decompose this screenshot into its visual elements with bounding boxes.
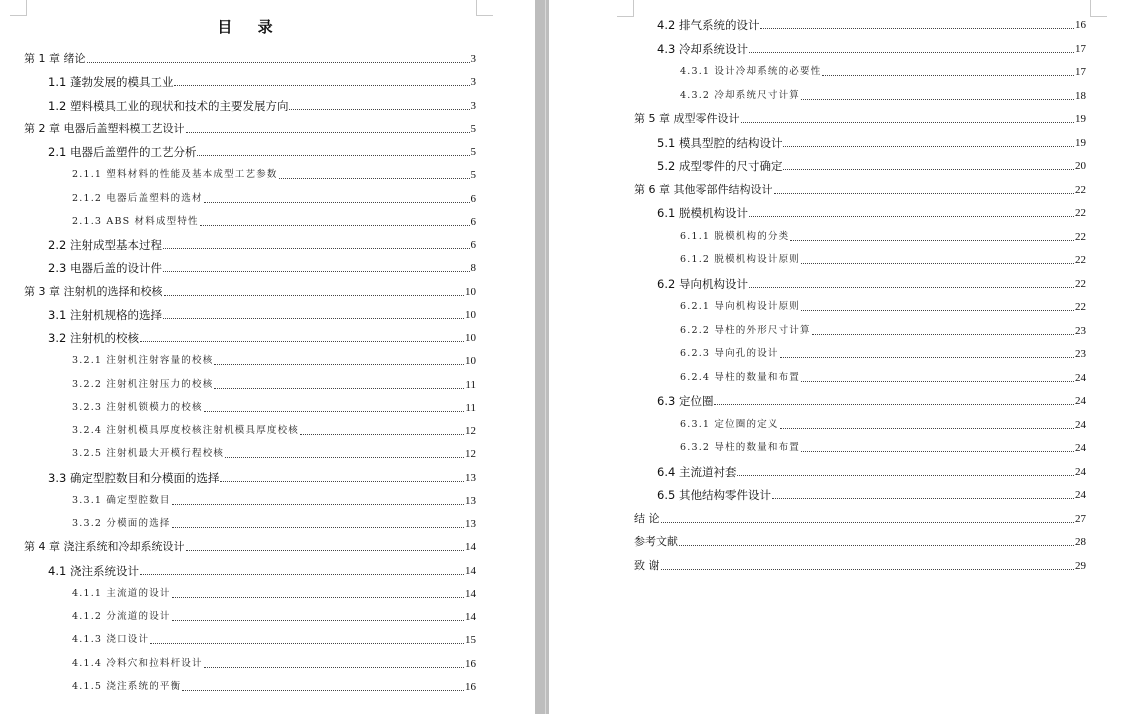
crop-mark [476, 0, 493, 16]
toc-entry[interactable] [657, 158, 1086, 173]
toc-entry-page: 24 [1075, 489, 1086, 501]
toc-entry-title: 3.2.2 注射机注射压力的校核 [72, 378, 214, 390]
toc-entry[interactable] [680, 64, 1086, 79]
toc-entry-page: 24 [1075, 418, 1086, 431]
toc-entry-page: 17 [1075, 66, 1086, 78]
toc-entry-title: 第 6 章 其他零部件结构设计 [634, 182, 773, 196]
toc-entry-title: 6.2 导向机构设计 [657, 276, 748, 291]
toc-entry-page: 24 [1075, 395, 1086, 407]
toc-leader-dots [174, 85, 469, 86]
toc-entry[interactable] [72, 400, 476, 415]
toc-leader-dots [760, 28, 1074, 29]
toc-entry-page: 5 [470, 146, 476, 158]
toc-entry[interactable] [48, 260, 476, 275]
toc-entry[interactable] [24, 284, 476, 299]
toc-entry-page: 11 [465, 401, 476, 414]
toc-leader-dots [214, 364, 464, 365]
toc-entry[interactable] [657, 464, 1086, 479]
toc-entry-title: 6.2.2 导柱的外形尺寸计算 [680, 324, 811, 336]
toc-entry-title: 4.1.2 分流道的设计 [72, 611, 171, 622]
toc-leader-dots [163, 248, 470, 249]
toc-entry-title: 结 论 [634, 511, 660, 525]
toc-leader-dots [783, 169, 1074, 170]
toc-leader-dots [204, 667, 464, 668]
toc-leader-dots [822, 75, 1074, 76]
toc-entry[interactable] [72, 679, 476, 694]
toc-leader-dots [87, 62, 470, 63]
page-right [549, 0, 1124, 714]
toc-entry-title: 4.1.3 浇口设计 [72, 634, 150, 646]
toc-leader-dots [661, 522, 1075, 523]
toc-entry-title: 2.2 注射成型基本过程 [48, 238, 162, 252]
toc-entry-page: 16 [1075, 19, 1086, 31]
toc-leader-dots [801, 310, 1074, 311]
toc-entry-page: 6 [470, 239, 476, 251]
toc-leader-dots [679, 545, 1074, 546]
toc-entry-title: 参考文献 [634, 535, 678, 548]
toc-entry-title: 1.1 蓬勃发展的模具工业 [48, 75, 174, 90]
toc-leader-dots [140, 574, 464, 575]
toc-entry[interactable] [657, 205, 1086, 220]
toc-entry-page: 13 [465, 471, 476, 484]
toc-entry-title: 4.1.5 浇注系统的平衡 [72, 680, 182, 692]
toc-entry-page: 3 [470, 76, 476, 89]
toc-entry[interactable] [72, 493, 476, 508]
toc-leader-dots [197, 155, 469, 156]
toc-entry[interactable] [72, 423, 476, 438]
toc-entry-page: 10 [465, 332, 476, 344]
toc-leader-dots [186, 550, 465, 551]
toc-entry-title: 5.2 成型零件的尺寸确定 [657, 159, 783, 173]
toc-leader-dots [661, 569, 1075, 570]
page-gutter [535, 0, 549, 714]
toc-entry-page: 22 [1075, 230, 1086, 243]
toc-entry[interactable] [72, 377, 476, 392]
toc-leader-dots [741, 122, 1075, 123]
toc-entry[interactable] [634, 182, 1086, 197]
toc-leader-dots [780, 428, 1074, 429]
toc-entry[interactable] [48, 563, 476, 578]
toc-entry-title: 4.3 冷却系统设计 [657, 41, 748, 56]
toc-entry-page: 14 [465, 611, 476, 623]
toc-entry[interactable] [657, 276, 1086, 291]
toc-entry-title: 3.2.4 注射机模具厚度校核注射机模具厚度校核 [72, 425, 299, 436]
toc-leader-dots [182, 690, 464, 691]
toc-entry-page: 6 [470, 215, 476, 228]
toc-entry[interactable] [657, 393, 1086, 408]
toc-entry[interactable] [657, 487, 1086, 502]
toc-entry-title: 6.5 其他结构零件设计 [657, 488, 771, 502]
toc-leader-dots [774, 193, 1075, 194]
toc-entry-page: 17 [1075, 42, 1086, 55]
toc-entry-title: 5.1 模具型腔的结构设计 [657, 135, 783, 150]
toc-leader-dots [164, 295, 465, 296]
toc-entry[interactable] [72, 353, 476, 368]
toc-leader-dots [783, 146, 1074, 147]
toc-leader-dots [214, 388, 464, 389]
toc-leader-dots [300, 434, 464, 435]
toc-entry[interactable] [48, 98, 476, 113]
toc-entry-page: 11 [465, 378, 476, 391]
toc-leader-dots [204, 411, 465, 412]
toc-leader-dots [220, 481, 464, 482]
toc-entry-title: 6.1.2 脱模机构设计原则 [680, 254, 800, 265]
toc-entry[interactable] [634, 111, 1086, 126]
toc-leader-dots [186, 132, 470, 133]
toc-entry[interactable] [657, 135, 1086, 150]
toc-entry-page: 5 [470, 169, 476, 182]
toc-entry[interactable] [72, 167, 476, 182]
toc-leader-dots [163, 271, 470, 272]
toc-entry-title: 3.3 确定型腔数目和分模面的选择 [48, 470, 220, 485]
toc-leader-dots [801, 99, 1074, 100]
toc-entry[interactable] [680, 229, 1086, 244]
crop-mark [1090, 0, 1107, 17]
toc-entry-page: 12 [465, 448, 476, 461]
toc-entry-page: 22 [1075, 183, 1086, 196]
toc-entry-page: 5 [470, 122, 476, 135]
toc-leader-dots [289, 109, 469, 110]
toc-entry-title: 第 1 章 绪论 [24, 52, 86, 65]
toc-entry-title: 6.2.3 导向孔的设计 [680, 348, 779, 359]
toc-entry-page: 6 [470, 192, 476, 205]
toc-leader-dots [772, 498, 1074, 499]
toc-entry-title: 1.2 塑料模具工业的现状和技术的主要发展方向 [48, 98, 289, 113]
toc-leader-dots [172, 504, 464, 505]
toc-entry-page: 3 [470, 53, 476, 65]
toc-entry-page: 28 [1075, 536, 1086, 548]
toc-entry-page: 10 [465, 308, 476, 321]
toc-entry-page: 10 [465, 285, 476, 298]
toc-leader-dots [737, 475, 1074, 476]
toc-entry-page: 10 [465, 355, 476, 368]
toc-entry[interactable] [634, 534, 1086, 549]
toc-entry[interactable] [634, 558, 1086, 573]
toc-leader-dots [200, 225, 470, 226]
toc-entry-title: 4.1.1 主流道的设计 [72, 587, 171, 599]
toc-entry-page: 18 [1075, 89, 1086, 102]
toc-entry[interactable] [680, 346, 1086, 361]
toc-leader-dots [801, 451, 1074, 452]
toc-entry[interactable] [72, 446, 476, 461]
toc-leader-dots [714, 404, 1074, 405]
toc-leader-dots [279, 178, 470, 179]
crop-mark [617, 0, 634, 17]
toc-entry[interactable] [48, 330, 476, 345]
toc-entry-page: 14 [465, 541, 476, 554]
toc-entry[interactable] [24, 539, 476, 554]
toc-entry-page: 19 [1075, 113, 1086, 125]
toc-entry[interactable] [72, 656, 476, 671]
toc-title: 目 录 [217, 18, 283, 36]
toc-entry-page: 16 [465, 657, 476, 670]
toc-entry[interactable] [72, 609, 476, 624]
toc-leader-dots [749, 287, 1074, 288]
toc-entry-page: 8 [470, 262, 476, 275]
toc-entry-page: 14 [465, 587, 476, 600]
toc-entry[interactable] [72, 586, 476, 601]
toc-entry-page: 23 [1075, 348, 1086, 360]
toc-entry-title: 6.4 主流道衬套 [657, 464, 737, 479]
toc-entry-page: 22 [1075, 277, 1086, 290]
toc-entry-title: 6.2.4 导柱的数量和布置 [680, 371, 800, 383]
toc-entry-title: 2.3 电器后盖的设计件 [48, 261, 162, 276]
toc-entry[interactable] [680, 323, 1086, 338]
toc-leader-dots [790, 240, 1074, 241]
toc-entry-page: 22 [1075, 207, 1086, 219]
toc-leader-dots [172, 527, 464, 528]
toc-entry[interactable] [680, 370, 1086, 385]
toc-entry-title: 4.3.2 冷却系统尺寸计算 [680, 89, 800, 101]
toc-leader-dots [749, 216, 1074, 217]
toc-entry[interactable] [72, 516, 476, 531]
toc-entry[interactable] [657, 41, 1086, 56]
crop-mark [10, 0, 27, 16]
page-gutter-edge [545, 0, 546, 714]
toc-entry-page: 24 [1075, 442, 1086, 454]
toc-entry-page: 3 [470, 99, 476, 112]
toc-entry-title: 6.1 脱模机构设计 [657, 206, 748, 220]
toc-leader-dots [140, 341, 464, 342]
toc-leader-dots [801, 263, 1074, 264]
toc-entry-title: 3.3.2 分模面的选择 [72, 518, 171, 529]
toc-entry-title: 第 5 章 成型零件设计 [634, 112, 740, 125]
toc-entry-page: 27 [1075, 512, 1086, 525]
toc-entry-title: 2.1.1 塑料材料的性能及基本成型工艺参数 [72, 169, 278, 181]
toc-entry[interactable] [680, 417, 1086, 432]
toc-entry-title: 4.1 浇注系统设计 [48, 563, 139, 578]
toc-entry-title: 3.2.1 注射机注射容量的校核 [72, 355, 214, 367]
toc-entry-title: 2.1.3 ABS 材料成型特性 [72, 215, 199, 227]
toc-entry-page: 24 [1075, 465, 1086, 478]
toc-entry[interactable] [24, 121, 476, 136]
toc-entry-title: 第 4 章 浇注系统和冷却系统设计 [24, 540, 185, 554]
toc-entry-page: 13 [465, 518, 476, 530]
toc-entry[interactable] [48, 237, 476, 252]
toc-entry-title: 2.1.2 电器后盖塑料的选材 [72, 192, 203, 204]
toc-entry[interactable] [48, 74, 476, 89]
toc-entry[interactable] [72, 632, 476, 647]
toc-entry[interactable] [657, 17, 1086, 32]
toc-entry-page: 24 [1075, 371, 1086, 384]
toc-entry-page: 29 [1075, 559, 1086, 572]
toc-leader-dots [749, 52, 1074, 53]
toc-leader-dots [172, 620, 464, 621]
toc-entry[interactable] [72, 191, 476, 206]
toc-leader-dots [801, 381, 1074, 382]
toc-leader-dots [150, 643, 464, 644]
toc-entry[interactable] [48, 470, 476, 485]
toc-leader-dots [225, 457, 464, 458]
toc-entry-title: 6.2.1 导向机构设计原则 [680, 301, 800, 312]
toc-entry-title: 3.2.3 注射机锁模力的校核 [72, 401, 203, 413]
toc-entry[interactable] [680, 299, 1086, 314]
toc-entry[interactable] [72, 214, 476, 229]
toc-entry[interactable] [48, 307, 476, 322]
toc-entry-title: 第 3 章 注射机的选择和校核 [24, 284, 163, 298]
toc-leader-dots [812, 334, 1074, 335]
toc-leader-dots [780, 357, 1074, 358]
toc-entry-title: 3.2 注射机的校核 [48, 331, 139, 345]
toc-entry[interactable] [48, 144, 476, 159]
toc-leader-dots [172, 597, 464, 598]
toc-entry-page: 16 [465, 680, 476, 693]
toc-entry-title: 6.3.2 导柱的数量和布置 [680, 442, 800, 453]
toc-entry-title: 4.2 排气系统的设计 [657, 18, 760, 32]
toc-entry-page: 22 [1075, 301, 1086, 313]
toc-entry-title: 3.1 注射机规格的选择 [48, 307, 162, 322]
toc-entry[interactable] [680, 252, 1086, 267]
toc-entry-page: 13 [465, 494, 476, 507]
page-left [0, 0, 535, 714]
toc-entry-title: 4.3.1 设计冷却系统的必要性 [680, 66, 822, 77]
toc-entry[interactable] [634, 511, 1086, 526]
toc-entry[interactable] [24, 51, 476, 66]
toc-entry-page: 20 [1075, 160, 1086, 172]
toc-entry-title: 3.3.1 确定型腔数目 [72, 494, 171, 506]
toc-leader-dots [204, 202, 470, 203]
toc-leader-dots [163, 318, 464, 319]
toc-entry-title: 2.1 电器后盖塑件的工艺分析 [48, 145, 197, 159]
toc-entry-page: 19 [1075, 136, 1086, 149]
toc-entry[interactable] [680, 88, 1086, 103]
toc-entry-page: 12 [465, 425, 476, 437]
toc-entry-page: 23 [1075, 324, 1086, 337]
toc-entry-title: 6.1.1 脱模机构的分类 [680, 230, 790, 242]
toc-entry-page: 15 [465, 634, 476, 647]
toc-entry-title: 致 谢 [634, 558, 660, 572]
toc-entry-title: 4.1.4 冷料穴和拉料杆设计 [72, 657, 203, 669]
toc-entry-title: 3.2.5 注射机最大开模行程校核 [72, 448, 225, 460]
toc-entry-title: 第 2 章 电器后盖塑料模工艺设计 [24, 121, 185, 135]
toc-entry-title: 6.3.1 定位圈的定义 [680, 418, 779, 430]
toc-entry[interactable] [680, 440, 1086, 455]
toc-entry-page: 14 [465, 564, 476, 577]
toc-entry-page: 22 [1075, 254, 1086, 266]
toc-entry-title: 6.3 定位圈 [657, 394, 714, 408]
